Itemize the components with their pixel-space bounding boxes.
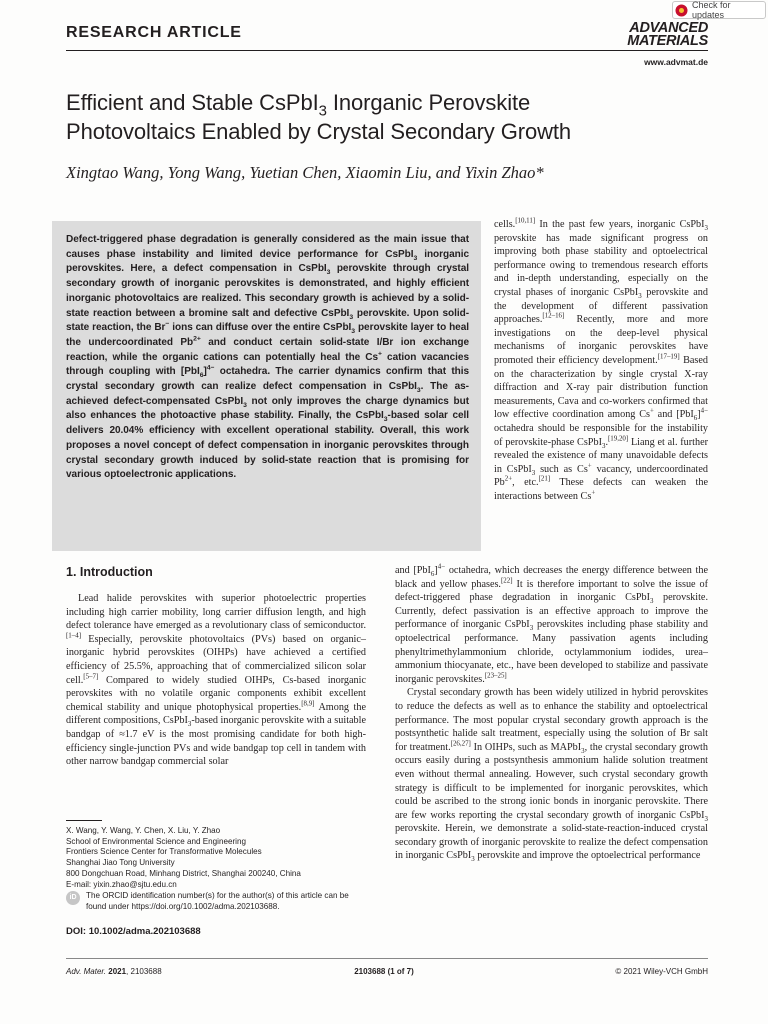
text-run: In the past few years, inorganic CsPbI: [535, 219, 705, 230]
logo-line-1: ADVANCED: [629, 20, 708, 36]
subscript: 6: [693, 415, 698, 423]
text-run: ]: [697, 409, 701, 421]
text-run: Based on the characterization by single crystal X-ray diffraction and X-ray pair distribution function measurements, Cava and co-workers confirmed that low effective coordination among Cs: [494, 354, 708, 421]
superscript: +: [378, 350, 382, 358]
text-run: Among the different compositions, CsPbI: [66, 701, 367, 727]
superscript: −: [165, 320, 170, 328]
footer-rule: [66, 958, 708, 959]
footer-page-number: 2103688 (1 of 7): [354, 967, 414, 976]
orcid-icon: iD: [66, 891, 80, 905]
affiliation-block: [66, 826, 366, 890]
text-run: Defect-triggered phase degradation is generally considered as the main issue that causes phase instability and limited device performance for CsPbI: [66, 234, 469, 260]
affiliation-line: Shanghai Jiao Tong University: [66, 858, 175, 868]
subscript: 6: [199, 372, 204, 380]
journal-url[interactable]: www.advmat.de: [644, 57, 708, 67]
text-run: inorganic perovskites. Here, a defect compensation in CsPbI: [66, 248, 469, 275]
logo-line-2: MATERIALS: [627, 33, 708, 49]
text-run: Recently, more and more investigations on the deep-level physical mechanisms of inorganic perovskites have promoted their efficiency development.: [494, 314, 708, 366]
text-run: -based solar cell delivers 20.04% efficiency with excellent operational stability. Overall, this work proposes a novel concept of defect compensation in inorganic perovskites through crystal secondary growth induced by solid-state reaction that is promising for various optoelectronic applications.: [66, 410, 469, 481]
text-run: Especially, perovskite photovoltaics (PVs) based on organic–inorganic hybrid perovskites (OIHPs) have achieved a certified efficiency of 25.5%, approaching that of commercialized silicon solar cell.: [66, 633, 366, 686]
text-run: octahedra. The carrier dynamics confirm that this crystal secondary growth can realize defect compensation in CsPbI: [66, 366, 470, 393]
section-label: RESEARCH ARTICLE: [66, 24, 242, 41]
subscript: 3: [638, 293, 642, 300]
section-heading: 1. Introduction: [66, 565, 153, 579]
subscript: 3: [529, 625, 534, 633]
text-run: perovskite layer to heal the undercoordinated Pb: [66, 322, 469, 348]
footer-article-number: , 2103688: [126, 967, 162, 976]
superscript: 2+: [193, 335, 201, 343]
doi-link[interactable]: DOI: 10.1002/adma.202103688: [66, 926, 201, 937]
text-run: perovskite has made significant progress on improving both phase stability and optoelectrical performance owing to tremendous research efforts and in-depth understanding, especially on the crystal phases of inorganic CsPbI: [494, 232, 708, 298]
text-run: ions can diffuse over the entire CsPbI: [169, 322, 352, 334]
intro-column-left: [66, 592, 366, 769]
text-run: It is therefore important to solve the issue of defect-triggered phase degradation in inorganic CsPbI: [395, 578, 708, 604]
check-for-updates-label: Check for updates: [692, 0, 731, 20]
superscript: +: [649, 407, 654, 415]
subscript: 3: [383, 416, 388, 424]
text-run: octahedra, which decreases the energy difference between the black and yellow phases.: [395, 565, 708, 590]
subscript: 3: [413, 254, 418, 262]
footer-journal: Adv. Mater.: [66, 967, 107, 976]
superscript: +: [591, 489, 596, 497]
superscript: 2+: [504, 475, 513, 483]
subscript: 6: [430, 571, 435, 579]
text-run: .: [605, 436, 608, 448]
orcid-note: [66, 891, 366, 912]
text-run: perovskite through crystal secondary growth of inorganic perovskites is demonstrated, and highly efficient inorganic photovoltaics are realized. This secondary growth is achieved by a solid-state reaction between a bromine salt and defective CsPbI: [66, 263, 469, 319]
abstract-text: [66, 233, 469, 483]
subscript: 3: [531, 469, 536, 477]
subscript: 3: [416, 387, 421, 395]
subscript: 3: [351, 328, 356, 336]
subscript: 3: [704, 225, 708, 233]
superscript: [23–25]: [484, 672, 507, 680]
text-run: octahedra should be responsible for the instability of perovskite-phase CsPbI: [494, 422, 708, 448]
text-run: not only improves the charge dynamics but also enhances the photoactive phase stability. Finally, the CsPbI: [66, 395, 469, 422]
text-run: In OIHPs, such as MAPbI: [470, 741, 582, 753]
superscript: 4−: [700, 407, 708, 415]
text-run: , etc.: [512, 477, 539, 489]
affiliation-address: 800 Dongchuan Road, Minhang District, Shanghai 200240, China: [66, 868, 301, 878]
text-run: perovskite. Currently, defect passivation is an effective approach to improve the performance of inorganic CsPbI: [395, 592, 708, 631]
affiliation-email[interactable]: E-mail: yixin.zhao@sjtu.edu.cn: [66, 879, 177, 889]
text-run: and [PbI: [395, 565, 431, 576]
right-column: [395, 564, 708, 863]
superscript: 4−: [437, 563, 446, 571]
text-run: perovskites including phase stability and optoelectrical performance. Many passivation agents including phenyltrimethylammonium chloride, octylammonium iodides, urea–ammonium thiocyanate, etc., have been developed to stabilize and passivate inorganic perovskites.: [395, 619, 708, 685]
subscript: 3: [471, 856, 475, 864]
text-run: and conduct certain solid-state I/Br ion exchange reaction, while the organic cations can potentially heal the Cs: [66, 336, 470, 363]
affiliation-authors: X. Wang, Y. Wang, Y. Chen, X. Liu, Y. Zhao: [66, 826, 221, 835]
text-run: , the crystal secondary growth occurs easily during a postsynthesis ammonium halide solution treatment even without thermal annealing. However, such crystal secondary growth strategy is difficult to be implemented for inorganic perovskites, which could be ascribed to the strong ionic bonds in inorganic perovskite. There are few works reporting the crystal secondary growth of inorganic CsPbI: [395, 741, 708, 821]
text-run: such as Cs: [535, 463, 588, 475]
text-run: Lead halide perovskites with superior photoelectric properties including high carrier mobility, long carrier diffusion length, and high defect tolerance have emerged as a revolutionary class of semiconductor.: [66, 593, 366, 632]
subscript: 3: [650, 598, 654, 606]
text-run: These defects can weaken the interactions between Cs: [494, 477, 709, 502]
affiliation-line: Frontiers Science Center for Transformative Molecules: [66, 847, 262, 857]
right-column-top: [494, 218, 708, 503]
subscript: 3: [349, 313, 354, 321]
text-run: perovskite and improve the optoelectrical performance: [474, 850, 701, 862]
text-run: perovskite and the development of different passivation approaches.: [494, 286, 708, 326]
superscript: [1–4]: [66, 632, 81, 640]
title-part: Efficient and Stable CsPbI: [66, 90, 319, 115]
text-run: ]: [203, 366, 207, 378]
subscript: 3: [243, 401, 247, 409]
footer-year: 2021: [108, 967, 127, 976]
abstract-box: [52, 221, 481, 551]
title-part: Inorganic Perovskite: [326, 90, 531, 115]
text-run: Crystal secondary growth has been widely utilized in hybrid perovskites to reduce the defects as well as to enhance the stability and optoelectrical performance. The most popular crystal secondary growth approach is the postsynthetic halide salt treatment, especially using the solution of Br salt for treatment.: [395, 687, 708, 753]
superscript: [26,27]: [450, 740, 471, 748]
footer-copyright: © 2021 Wiley-VCH GmbH: [615, 967, 708, 976]
superscript: [17–19]: [657, 353, 680, 361]
text-run: Liang et al. further revealed the existence of many unavoidable defects in CsPbI: [494, 436, 708, 475]
body-paragraph: [395, 564, 708, 686]
affiliation-rule: [66, 820, 102, 821]
superscript: [21]: [538, 475, 551, 483]
text-run: . The as-achieved defect-compensated CsPbI: [66, 381, 469, 407]
superscript: [19,20]: [607, 435, 629, 443]
header-rule: [66, 50, 708, 51]
superscript: [22]: [500, 577, 513, 585]
superscript: [12–16]: [542, 312, 565, 320]
body-paragraph: [66, 592, 366, 769]
superscript: +: [587, 462, 592, 470]
text-run: -based inorganic perovskite with a suitable bandgap of ≈1.7 eV is the most promising candidate for both high-efficiency single-junction PVs and wide bandgap top cell in tandem with other narrow bandgap commercial solar: [66, 715, 366, 768]
subscript: 3: [326, 269, 331, 277]
text-run: perovskite. Herein, we demonstrate a solid-state-reaction-induced crystal secondary growth of inorganic perovskite to realize the defect compensation in inorganic CsPbI: [395, 823, 708, 862]
subscript: 3: [704, 815, 708, 823]
journal-logo: [603, 22, 708, 48]
superscript: [5–7]: [83, 673, 99, 681]
title-subscript: 3: [318, 102, 327, 120]
text-run: Compared to widely studied OIHPs, Cs-based inorganic perovskites with no volatile organic components exhibit excellent chemical stability and unique photophysical properties.: [66, 674, 366, 713]
author-list: Xingtao Wang, Yong Wang, Yuetian Chen, Xiaomin Liu, and Yixin Zhao*: [66, 163, 544, 182]
text-run: and [PbI: [653, 409, 694, 421]
text-run: cells.: [494, 219, 516, 230]
text-run: vacancy, undercoordinated Pb: [494, 463, 708, 489]
superscript: [10,11]: [515, 217, 536, 225]
subscript: 3: [581, 747, 585, 755]
subscript: 3: [601, 442, 606, 450]
body-paragraph: [395, 686, 708, 863]
orcid-text[interactable]: The ORCID identification number(s) for the author(s) of this article can be found under https://doi.org/10.1002/adma.202103688.: [86, 891, 349, 911]
check-for-updates-button[interactable]: [672, 1, 766, 19]
article-title: [66, 88, 706, 146]
subscript: 3: [187, 721, 192, 729]
crossmark-icon: [675, 4, 688, 17]
superscript: 4−: [206, 364, 215, 372]
superscript: [8,9]: [301, 700, 315, 708]
text-run: ]: [434, 565, 438, 576]
body-paragraph: [494, 218, 708, 503]
text-run: cation vacancies through coupling with [PbI: [66, 351, 469, 378]
text-run: perovskite. Upon solid-state reaction, the Br: [66, 307, 469, 334]
title-line-2: Photovoltaics Enabled by Crystal Secondary Growth: [66, 119, 572, 144]
affiliation-line: School of Environmental Science and Engineering: [66, 836, 246, 846]
